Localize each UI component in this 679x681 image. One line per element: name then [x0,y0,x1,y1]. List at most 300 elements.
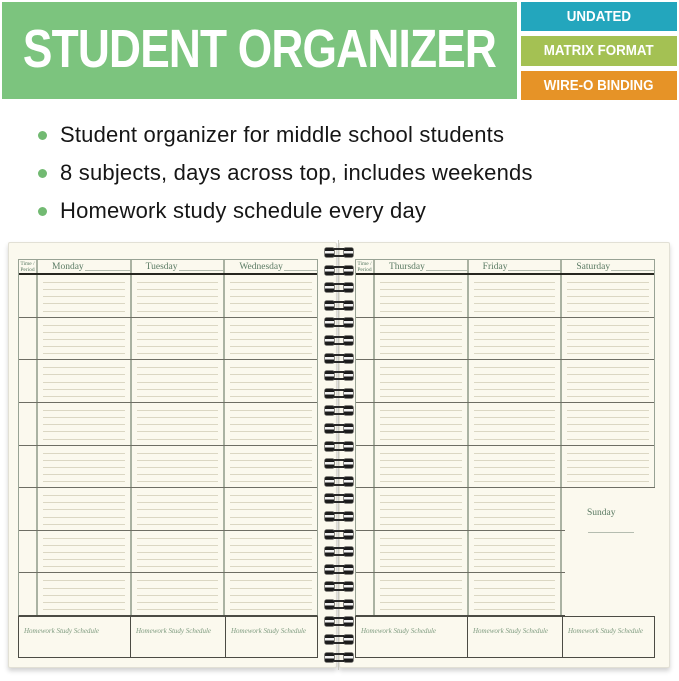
time-period-cell [356,573,375,615]
ruled-line [230,453,312,454]
day-entry-cell [38,488,132,530]
ruled-line [230,382,312,383]
ruled-line [380,524,462,525]
wire-cap-right [344,635,353,644]
ruled-line [137,595,219,596]
ruled-line [474,580,556,581]
ruled-line [380,339,462,340]
ruled-line [230,325,312,326]
time-period-cell [19,360,38,402]
homework-label: Homework Study Schedule [361,627,437,635]
time-period-cell [356,360,375,402]
ruled-line [43,410,125,411]
ruled-line [137,580,219,581]
wire-cap-right [344,354,353,363]
ruled-line [230,580,312,581]
wire-cap-right [344,283,353,292]
time-period-corner-cell: Time / Period [356,260,375,273]
ruled-line [137,517,219,518]
ruled-line [567,474,649,475]
wire-middle [334,371,344,380]
wire-cap-right [344,653,353,662]
ruled-line [380,588,462,589]
ruled-line [380,559,462,560]
ruled-line [380,439,462,440]
ruled-line [474,460,556,461]
ruled-line [230,495,312,496]
ruled-line [474,417,556,418]
planner-photo [5,242,673,670]
subject-row [19,488,317,531]
ruled-line [43,595,125,596]
ruled-line [43,481,125,482]
day-entry-cell [469,446,563,488]
ruled-line [380,282,462,283]
ruled-line [567,396,649,397]
ruled-line [380,303,462,304]
ruled-line [230,353,312,354]
ruled-line [380,602,462,603]
ruled-line [230,367,312,368]
wire-cap-left [325,494,334,503]
ruled-line [43,374,125,375]
ruled-line [380,545,462,546]
ruled-line [137,311,219,312]
ruled-line [567,460,649,461]
ruled-line [380,495,462,496]
day-label: Monday [52,261,84,272]
ruled-line [137,303,219,304]
feature-bullet-list [38,116,533,230]
wire-cap-left [325,512,334,521]
ruled-line [380,474,462,475]
ruled-line [43,502,125,503]
ruled-line [474,439,556,440]
wire-middle [334,582,344,591]
subject-row [356,403,654,446]
ruled-line [474,595,556,596]
ruled-line [474,311,556,312]
subject-row [19,403,317,446]
ruled-line [43,453,125,454]
ruled-line [43,332,125,333]
badge-undated-label: UNDATED [566,8,632,25]
day-entry-cell [375,360,469,402]
day-entry-cell [225,531,317,573]
ruled-line [230,538,312,539]
wire-middle [334,530,344,539]
ruled-line [567,431,649,432]
ruled-line [567,481,649,482]
ruled-line [230,282,312,283]
wire-loop [325,582,353,591]
wire-cap-left [325,318,334,327]
wire-loop [325,494,353,503]
ruled-line [43,296,125,297]
day-entry-cell [469,531,563,573]
wire-loop [325,617,353,626]
wire-cap-left [325,565,334,574]
ruled-line [43,431,125,432]
time-period-cell [19,318,38,360]
week-grid-right [355,259,655,616]
wire-middle [334,459,344,468]
homework-row-left [18,616,318,658]
ruled-line [43,602,125,603]
ruled-line [137,439,219,440]
day-entry-cell [375,403,469,445]
wire-cap-left [325,653,334,662]
ruled-line [137,339,219,340]
day-entry-cell [225,275,317,317]
fill-in-rule [426,262,467,271]
ruled-line [474,588,556,589]
ruled-line [43,580,125,581]
wire-cap-right [344,301,353,310]
ruled-line [137,509,219,510]
ruled-line [380,374,462,375]
ruled-line [43,424,125,425]
ruled-line [43,474,125,475]
wire-cap-right [344,318,353,327]
ruled-line [567,367,649,368]
wire-middle [334,406,344,415]
subject-row [356,446,654,489]
wire-loop [325,442,353,451]
badge-wire-o-binding-label: WIRE-O BINDING [544,77,654,94]
ruled-line [230,588,312,589]
wire-loop [325,477,353,486]
day-label: Saturday [576,261,611,272]
ruled-line [43,382,125,383]
day-entry-cell [562,318,654,360]
ruled-line [380,289,462,290]
ruled-line [43,289,125,290]
ruled-line [380,325,462,326]
ruled-line [567,296,649,297]
homework-label: Homework Study Schedule [568,627,644,635]
ruled-line [474,296,556,297]
ruled-line [567,374,649,375]
bullet-text: 8 subjects, days across top, includes weekends [60,160,533,185]
wire-cap-left [325,283,334,292]
ruled-line [380,417,462,418]
wire-cap-left [325,442,334,451]
time-period-cell [19,275,38,317]
wire-middle [334,653,344,662]
ruled-line [230,517,312,518]
ruled-line [474,389,556,390]
subject-row [356,360,654,403]
wire-middle [334,336,344,345]
wire-cap-right [344,565,353,574]
wire-cap-left [325,336,334,345]
day-entry-cell [225,360,317,402]
ruled-line [380,389,462,390]
ruled-line [137,495,219,496]
day-entry-cell [469,488,563,530]
wire-cap-left [325,389,334,398]
ruled-line [230,431,312,432]
day-header-tuesday [132,260,226,273]
day-header-friday [469,260,563,273]
ruled-line [230,289,312,290]
day-entry-cell [469,318,563,360]
ruled-line [380,367,462,368]
wire-cap-right [344,424,353,433]
ruled-line [43,396,125,397]
bullet-item [38,116,533,154]
wire-middle [334,600,344,609]
day-header-monday [38,260,132,273]
day-header-thursday [375,260,469,273]
ruled-line [567,303,649,304]
day-entry-cell [469,573,563,615]
wire-loop [325,424,353,433]
ruled-line [43,282,125,283]
day-entry-cell [38,403,132,445]
ruled-line [474,545,556,546]
ruled-line [567,382,649,383]
wire-cap-right [344,406,353,415]
day-entry-cell [225,488,317,530]
day-entry-cell [562,275,654,317]
wire-cap-right [344,477,353,486]
day-entry-cell [375,446,469,488]
homework-cell [226,617,317,657]
wire-cap-right [344,530,353,539]
ruled-line [474,410,556,411]
ruled-line [137,367,219,368]
ruled-line [567,339,649,340]
day-entry-cell [38,275,132,317]
ruled-line [43,467,125,468]
time-period-cell [356,488,375,530]
ruled-line [474,509,556,510]
ruled-line [474,325,556,326]
ruled-line [380,467,462,468]
time-period-cell [19,573,38,615]
subject-row [356,318,654,361]
ruled-line [43,353,125,354]
ruled-line [43,517,125,518]
ruled-line [230,609,312,610]
ruled-line [567,353,649,354]
wire-cap-left [325,406,334,415]
ruled-line [43,367,125,368]
time-period-cell [356,275,375,317]
wire-loop [325,565,353,574]
bullet-text: Homework study schedule every day [60,198,427,223]
ruled-line [380,566,462,567]
homework-cell [19,617,131,657]
ruled-line [137,417,219,418]
ruled-line [43,460,125,461]
wire-middle [334,512,344,521]
day-entry-cell [375,318,469,360]
ruled-line [230,332,312,333]
ruled-line [567,346,649,347]
ruled-line [567,424,649,425]
ruled-line [230,474,312,475]
ruled-line [43,538,125,539]
homework-cell [131,617,226,657]
ruled-line [474,332,556,333]
wire-loop [325,248,353,257]
ruled-line [380,346,462,347]
ruled-line [43,303,125,304]
subject-row [19,318,317,361]
wire-middle [334,354,344,363]
ruled-line [137,545,219,546]
bullet-dot-icon [38,207,47,216]
ruled-line [474,481,556,482]
wire-cap-right [344,547,353,556]
ruled-line [380,460,462,461]
day-entry-cell [225,318,317,360]
day-entry-cell [132,488,226,530]
ruled-line [474,303,556,304]
wire-loop [325,512,353,521]
ruled-line [230,374,312,375]
day-header-saturday [562,260,654,273]
ruled-line [380,595,462,596]
day-entry-cell [38,446,132,488]
fill-in-rule [588,532,634,533]
ruled-line [380,580,462,581]
ruled-line [230,439,312,440]
subject-row [19,275,317,318]
ruled-line [474,524,556,525]
day-entry-cell [562,360,654,402]
ruled-line [567,439,649,440]
wire-loop [325,389,353,398]
ruled-line [380,481,462,482]
homework-cell [356,617,468,657]
day-entry-cell [38,531,132,573]
ruled-line [137,588,219,589]
day-entry-cell [375,275,469,317]
wire-middle [334,442,344,451]
ruled-line [137,481,219,482]
ruled-line [567,389,649,390]
wire-cap-left [325,301,334,310]
ruled-line [137,346,219,347]
ruled-line [137,282,219,283]
page-title: STUDENT ORGANIZER [22,18,497,79]
ruled-line [474,374,556,375]
homework-row-right [355,616,655,658]
day-entry-cell [562,403,654,445]
ruled-line [380,311,462,312]
wire-middle [334,248,344,257]
ruled-line [474,566,556,567]
homework-label: Homework Study Schedule [231,627,307,635]
ruled-line [474,517,556,518]
ruled-line [567,410,649,411]
wire-cap-left [325,371,334,380]
ruled-line [474,538,556,539]
ruled-line [380,509,462,510]
ruled-line [230,389,312,390]
day-entry-cell [38,318,132,360]
ruled-line [380,517,462,518]
wire-cap-right [344,442,353,451]
ruled-line [474,289,556,290]
wire-cap-right [344,266,353,275]
ruled-line [474,602,556,603]
ruled-line [230,410,312,411]
ruled-line [137,325,219,326]
day-entry-cell [375,531,469,573]
ruled-line [43,311,125,312]
wire-cap-left [325,530,334,539]
planner-left-page [8,242,337,668]
ruled-line [567,467,649,468]
wire-middle [334,389,344,398]
wire-loop [325,354,353,363]
ruled-line [230,481,312,482]
wire-cap-left [325,459,334,468]
wire-cap-left [325,635,334,644]
ruled-line [567,282,649,283]
time-period-corner-cell: Time / Period [19,260,38,273]
wire-loop [325,283,353,292]
wire-cap-left [325,354,334,363]
ruled-line [43,346,125,347]
ruled-line [230,339,312,340]
badge-matrix-format [521,36,677,66]
day-entry-cell [132,446,226,488]
ruled-line [474,346,556,347]
time-period-cell [19,446,38,488]
day-entry-cell [562,446,654,488]
ruled-line [567,289,649,290]
ruled-line [137,431,219,432]
ruled-line [137,559,219,560]
ruled-line [474,495,556,496]
wire-middle [334,301,344,310]
ruled-line [43,509,125,510]
time-period-cell [19,403,38,445]
wire-cap-left [325,424,334,433]
ruled-line [43,566,125,567]
wire-loop [325,266,353,275]
wire-cap-right [344,248,353,257]
ruled-line [474,453,556,454]
sunday-section [565,487,655,616]
ruled-line [567,311,649,312]
ruled-line [380,332,462,333]
ruled-line [474,552,556,553]
day-label: Thursday [389,261,425,272]
ruled-line [230,559,312,560]
ruled-line [230,467,312,468]
wire-loop [325,336,353,345]
wire-middle [334,494,344,503]
ruled-line [380,453,462,454]
day-entry-cell [375,573,469,615]
wire-loop [325,653,353,662]
wire-loop [325,301,353,310]
ruled-line [137,289,219,290]
fill-in-rule [179,262,224,271]
wire-loop [325,406,353,415]
ruled-line [474,467,556,468]
ruled-line [380,353,462,354]
ruled-line [137,552,219,553]
homework-cell [563,617,654,657]
